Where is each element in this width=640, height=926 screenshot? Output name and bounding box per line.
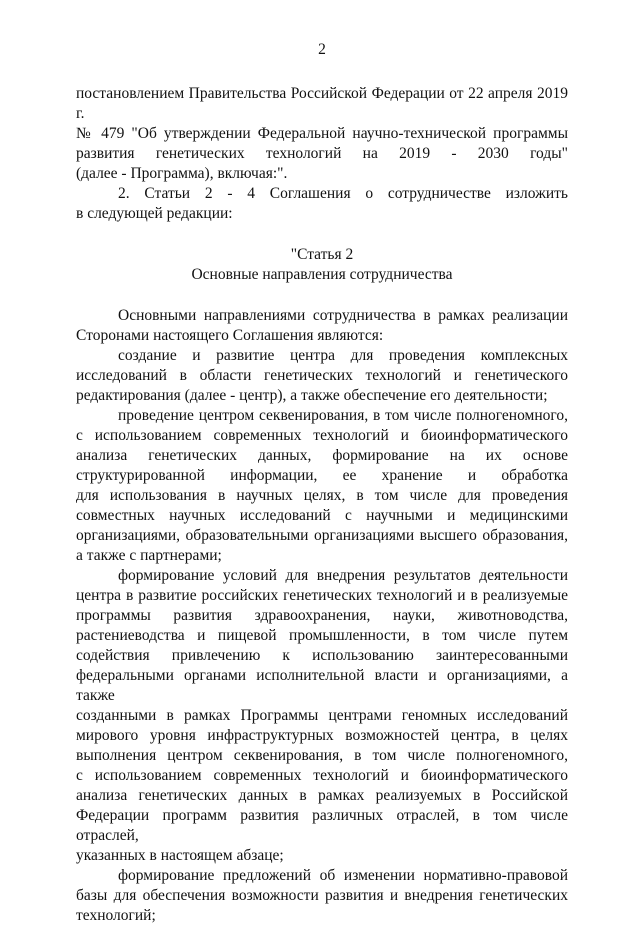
text-line: анализа генетических данных в рамках реализуемых в Российской [76,787,568,804]
text-line: создание и развитие центра для проведения комплексных [118,347,568,364]
text-line: федеральными органами исполнительной власти и организациями, а также [76,667,568,704]
article-paragraph-1 [76,306,568,346]
text-line: технологий; [76,907,156,924]
text-line: растениеводства и пищевой промышленности, в том числе путем [76,627,568,644]
text-line: мирового уровня инфраструктурных возможностей центра, в целях [76,727,568,744]
article-paragraph-4 [76,566,568,866]
text-line: центра в развитие российских генетических технологий и в реализуемые [76,587,568,604]
text-line: а также с партнерами; [76,547,222,564]
text-line: Основными направлениями сотрудничества в рамках реализации [118,307,568,324]
text-line: совместных научных исследований с научными и медицинскими [76,507,568,524]
text-line: содействия привлечению к использованию заинтересованными [76,647,568,664]
article-paragraph-5 [76,866,568,926]
text-line: структурированной информации, ее хранение и обработка [76,467,568,484]
text-line: (далее - Программа), включая:". [76,165,288,182]
text-line: постановлением Правительства Российской Федерации от 22 апреля 2019 г. [76,85,568,122]
text-line: для использования в научных целях, в том числе для проведения [76,487,568,504]
text-line: формирование предложений об изменении нормативно-правовой [118,867,568,884]
text-line: 2. Статьи 2 - 4 Соглашения о сотрудничестве изложить [118,185,568,202]
article-heading [76,245,568,285]
text-line: развития генетических технологий на 2019 - 2030 годы" [76,145,568,162]
text-line: указанных в настоящем абзаце; [76,847,284,864]
text-line: созданными в рамках Программы центрами геномных исследований [76,707,568,724]
text-line: выполнения центром секвенирования, в том числе полногеномного, [76,747,568,764]
text-line: Сторонами настоящего Соглашения являются: [76,327,384,344]
text-line: Федерации программ развития различных отраслей, в том числе отраслей, [76,807,568,844]
text-line: в следующей редакции: [76,205,233,222]
text-line: с использованием современных технологий и биоинформатического [76,427,568,444]
text-line: программы развития здравоохранения, науки, животноводства, [76,607,568,624]
text-line: организациями, образовательными организациями высшего образования, [76,527,568,544]
text-line: № 479 "Об утверждении Федеральной научно-технической программы [76,125,568,142]
article-subtitle: Основные направления сотрудничества [191,266,453,283]
text-line: анализа генетических данных, формирование на их основе [76,447,568,464]
text-line: формирование условий для внедрения результатов деятельности [118,567,568,584]
text-line: с использованием современных технологий и биоинформатического [76,767,568,784]
text-line: редактирования (далее - центр), а также обеспечение его деятельности; [76,387,548,404]
text-line: проведение центром секвенирования, в том числе полногеномного, [118,407,568,424]
text-line: базы для обеспечения возможности развития и внедрения генетических [76,887,568,904]
article-paragraph-2 [76,346,568,406]
paragraph-intro-1 [76,84,568,184]
page-number: 2 [318,41,326,58]
paragraph-intro-2 [76,184,568,224]
text-line: исследований в области генетических технологий и генетического [76,367,568,384]
article-paragraph-3 [76,406,568,566]
article-title: "Статья 2 [290,246,354,263]
